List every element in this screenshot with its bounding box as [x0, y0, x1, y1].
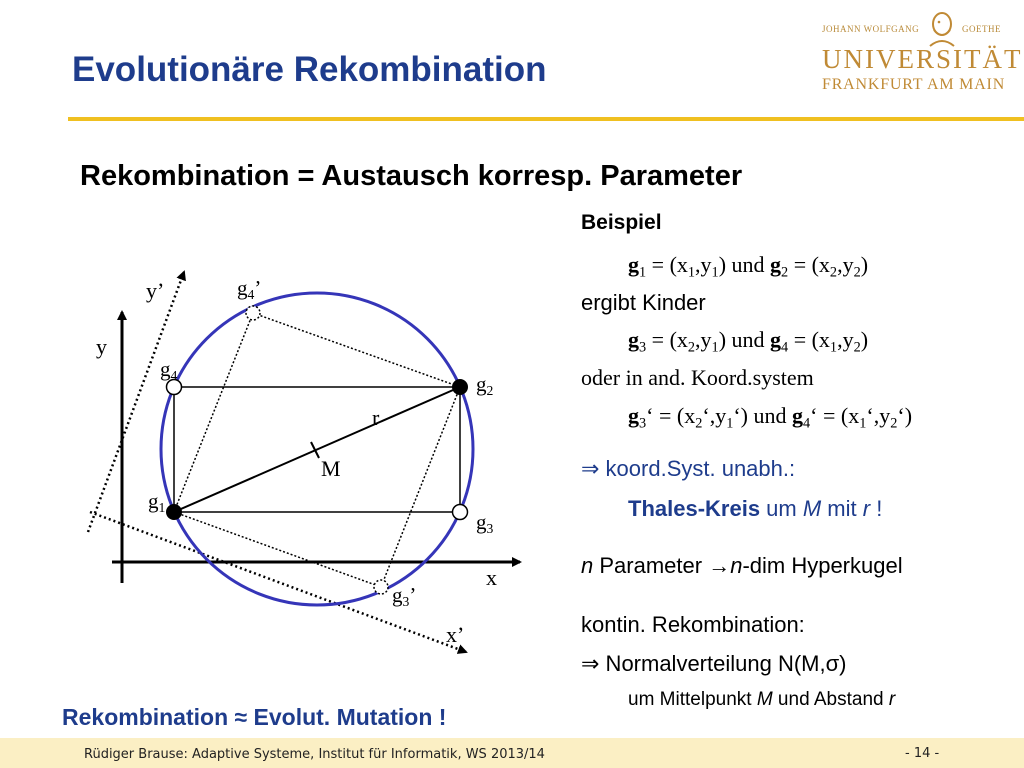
label-axis-y: y	[96, 334, 107, 359]
example-line2: $g_3 = (x_2,y_1)$ und $g_4 = (x_1,y_2)$	[628, 327, 869, 356]
implies-arrow-icon: ⇒	[581, 456, 600, 481]
n-parameter-line: n Parameter →n-dim Hyperkugel	[581, 553, 903, 578]
label-radius-r: r	[372, 405, 380, 430]
label-g2: $g_2$	[476, 372, 494, 399]
thales-circle-diagram	[0, 0, 560, 700]
label-center-M: M	[321, 456, 341, 481]
label-axis-x-rot: x’	[446, 622, 465, 647]
example-ergibt: ergibt Kinder	[581, 290, 706, 315]
logo-top-right: GOETHE	[962, 24, 1001, 34]
x-rot-axis	[90, 512, 466, 652]
point-g4-prime	[246, 306, 260, 320]
label-g4: $g_4$	[160, 357, 178, 384]
example-line3: $g_3‘$ = $(x_2‘,y_1‘)$ und $g_4‘$ = $(x_1‘,y_2‘)$	[628, 403, 913, 432]
page-title: Evolutionäre Rekombination	[72, 50, 547, 89]
rot-rect-1	[253, 313, 460, 387]
implies-arrow-icon: ⇒	[581, 651, 600, 676]
footer-text: Rüdiger Brause: Adaptive Systeme, Institut für Informatik, WS 2013/14	[84, 747, 545, 762]
label-axis-y-rot: y’	[146, 278, 165, 303]
point-g1	[166, 504, 182, 520]
koord-line: ⇒ koord.Syst. unabh.:	[581, 456, 796, 481]
label-axis-x: x	[486, 565, 497, 590]
subtitle: Rekombination = Austausch korresp. Parameter	[80, 160, 743, 192]
point-g2	[452, 379, 468, 395]
logo-city: FRANKFURT AM MAIN	[822, 76, 1006, 93]
example-line1: $g_1 = (x_1,y_1)$ und $g_2 = (x_2,y_2)$	[628, 252, 869, 281]
point-g3	[453, 505, 468, 520]
example-heading: Beispiel	[581, 211, 662, 234]
label-g4-prime: $g_4$’	[237, 276, 262, 303]
rot-rect-4	[174, 512, 381, 587]
logo-top-left: JOHANN WOLFGANG	[822, 24, 920, 34]
label-g3-prime: $g_3$’	[392, 583, 417, 610]
normal-line: ⇒ Normalverteilung N(M,σ)	[581, 651, 847, 676]
bottom-note: Rekombination ≈ Evolut. Mutation !	[62, 704, 447, 730]
label-g3: $g_3$	[476, 510, 494, 537]
kontin-line: kontin. Rekombination:	[581, 612, 805, 637]
logo-top-text	[822, 24, 1001, 34]
page-number: - 14 -	[905, 746, 940, 761]
thales-line: Thales-Kreis um M mit r !	[628, 496, 883, 521]
example-oder: oder in and. Koord.system	[581, 365, 814, 390]
university-logo	[822, 16, 1023, 94]
right-arrow-icon: →	[708, 553, 731, 578]
goethe-portrait-icon	[922, 10, 962, 48]
logo-university: UNIVERSITÄT	[822, 44, 1023, 74]
diameter-line	[174, 387, 460, 512]
label-g1: $g_1$	[148, 489, 166, 516]
footer	[0, 738, 1024, 768]
mittel-line: um Mittelpunkt M und Abstand r	[628, 689, 896, 710]
point-g3-prime	[374, 580, 388, 594]
